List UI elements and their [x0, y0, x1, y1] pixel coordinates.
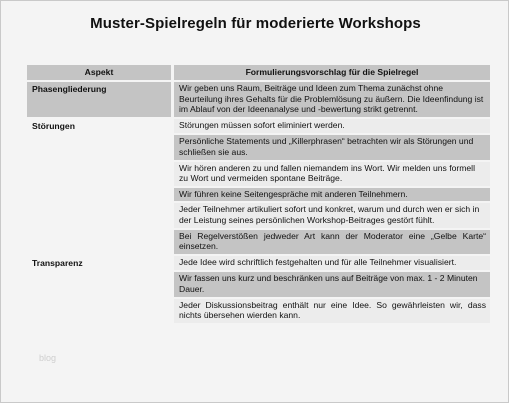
- table-row: [27, 188, 490, 202]
- document-title: Muster-Spielregeln für moderierte Workshops: [90, 15, 421, 32]
- aspect-cell: [27, 188, 171, 202]
- table-row: [27, 230, 490, 254]
- aspect-cell: [27, 272, 171, 296]
- table-row: [27, 119, 490, 134]
- aspect-cell: [27, 203, 171, 227]
- rule-cell: Wir hören anderen zu und fallen niemandem ins Wort. Wir melden uns formell zu Wort und vermeiden spontane Beiträge.: [171, 162, 490, 186]
- rule-cell: Störungen müssen sofort eliminiert werden.: [171, 119, 490, 134]
- table-row: [27, 203, 490, 227]
- table-row: [27, 162, 490, 186]
- rule-cell: Wir geben uns Raum, Beiträge und Ideen zum Thema zunächst ohne Beurteilung ihres Gehalts für die Problemlösung zu äußern. Die Ideenfindung ist im Ablauf von der Ideenanalyse und -bewertung strikt getrennt.: [171, 82, 490, 117]
- aspect-cell: Phasengliederung: [27, 82, 171, 117]
- column-header-aspect: Aspekt: [27, 65, 171, 80]
- column-header-rule: Formulierungsvorschlag für die Spielregel: [171, 65, 490, 80]
- aspect-cell: [27, 135, 171, 159]
- table-row: [27, 272, 490, 296]
- rule-cell: Jeder Teilnehmer artikuliert sofort und konkret, warum und durch wen er sich in der Leistung seines persönlichen Workshop-Beitrages gestört fühlt.: [171, 203, 490, 227]
- table-row: [27, 135, 490, 159]
- rule-cell: Persönliche Statements und „Killerphrasen“ betrachten wir als Störungen und schließen sie aus.: [171, 135, 490, 159]
- rule-cell: Wir führen keine Seitengespräche mit anderen Teilnehmern.: [171, 188, 490, 202]
- aspect-cell: [27, 299, 171, 323]
- rule-cell: Jeder Diskussionsbeitrag enthält nur eine Idee. So gewährleisten wir, dass nichts übersehen wierden kann.: [171, 299, 490, 323]
- aspect-cell: Störungen: [32, 120, 75, 131]
- watermark: blog: [39, 353, 57, 363]
- rule-cell: Wir fassen uns kurz und beschränken uns auf Beiträge von max. 1 - 2 Minuten Dauer.: [171, 272, 490, 296]
- rules-table: [27, 63, 490, 325]
- table-row: [27, 256, 490, 271]
- aspect-cell: Transparenz: [32, 257, 83, 268]
- table-row: [27, 299, 490, 323]
- rule-cell: Jede Idee wird schriftlich festgehalten und für alle Teilnehmer visualisiert.: [171, 256, 490, 271]
- table-row: [27, 82, 490, 117]
- table-header-row: [27, 65, 490, 80]
- aspect-cell: [27, 162, 171, 186]
- aspect-cell: [27, 230, 171, 254]
- rule-cell: Bei Regelverstößen jedweder Art kann der Moderator eine „Gelbe Karte“ einsetzen.: [171, 230, 490, 254]
